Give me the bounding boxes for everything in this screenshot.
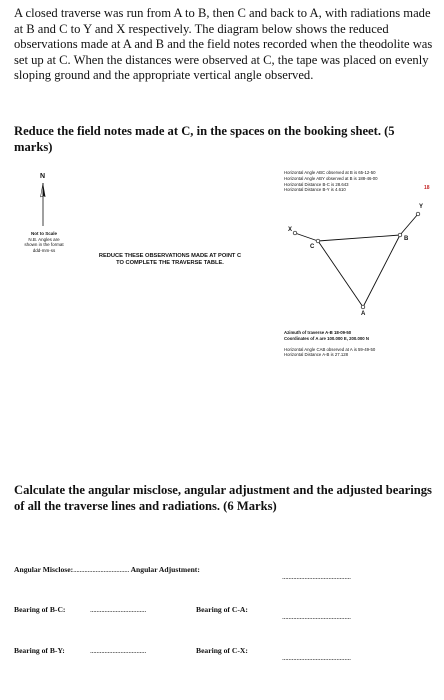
point-c-label: C [310,244,315,250]
scale-note-line: ddd-mm-ss [32,247,56,253]
observations-at-b [284,170,378,193]
bearing-cx-answer[interactable]: ........................................... [282,653,351,662]
station-c-marker [316,239,320,243]
north-label: N [40,173,46,180]
line-c-x [295,233,318,241]
reduce-note [70,253,270,267]
observations-at-a [284,330,375,358]
obs-b-line: Horizontal Distance B-C is 28.643 [284,181,349,187]
station-y-marker [416,212,420,216]
angular-adjustment-label: Angular Adjustment: [130,565,200,574]
bearing-cx-label: Bearing of C-X: [196,646,248,655]
point-x-label: X [288,227,293,233]
bearing-by-answer[interactable]: ................................... [90,646,146,655]
scale-note-line: shown in the format [24,242,64,248]
bearing-ca-row [196,605,248,614]
line-b-y [400,214,418,235]
scale-note-line: N.B. Angles are [28,236,60,242]
line-b-c [318,235,400,241]
angular-misclose-answer[interactable]: ................................... [73,565,130,574]
scale-note-title: Not to Scale [30,231,57,236]
angular-misclose-label: Angular Misclose: [14,565,74,574]
side-tag: 18 [424,185,430,191]
obs-a-line: Horizontal Angle CAB observed at A is 59-49-50 [284,346,376,352]
obs-a-line: Horizontal Distance A-B is 27.128 [284,352,349,358]
bearing-ca-answer[interactable]: ........................................... [282,612,351,621]
station-x-marker [293,231,297,235]
bearing-bc-row [14,605,65,614]
point-b-label: B [404,236,409,242]
calc-heading: Calculate the angular misclose, angular adjustment and the adjusted bearings of all the traverse lines and radiations. (6 Marks) [14,483,432,513]
obs-b-line: Horizontal Angle ABC observed at B is 65-12-50 [284,170,376,175]
bearing-ca-label: Bearing of C-A: [196,605,248,614]
north-arrow-icon [41,183,46,226]
line-c-a [318,241,363,307]
task-heading: Reduce the field notes made at C, in the spaces on the booking sheet. (5 marks) [14,124,395,154]
bearing-by-label: Bearing of B-Y: [14,646,65,655]
reduce-note-line: TO COMPLETE THE TRAVERSE TABLE. [116,260,224,266]
question-intro: A closed traverse was run from A to B, then C and back to A, with radiations made at B and C to Y and X respectively. The diagram below shows the reduced observations made at A and B and the field notes recorded when the theodolite was set up at C. When the distances were observed at C, the tape was placed on evenly sloping ground and the appropriate vertical angle observed. [14,6,433,83]
angular-misclose-row [14,565,200,574]
point-a-label: A [361,311,366,317]
scale-note [24,231,64,253]
bearing-bc-label: Bearing of B-C: [14,605,66,614]
bearing-bc-answer[interactable]: ................................... [90,605,146,614]
reduce-note-line: REDUCE THESE OBSERVATIONS MADE AT POINT C [98,253,242,259]
obs-b-line: Horizontal Angle ABY observed at B is 188-46-00 [284,175,378,181]
station-b-marker [398,233,402,237]
bearing-cx-row [196,646,248,655]
angular-adjustment-answer[interactable]: ........................................... [282,572,351,581]
bearing-by-row [14,646,65,655]
obs-a-azimuth: Azimuth of traverse A-B 18-09-50 [284,330,352,335]
point-y-label: Y [419,204,424,210]
obs-b-line: Horizontal Distance B-Y is 4.610 [284,187,346,193]
line-a-b [363,235,400,307]
station-a-marker [361,305,365,309]
obs-a-coordinates: Coordinates of A are 100.000 E, 200.000 N [284,335,369,341]
